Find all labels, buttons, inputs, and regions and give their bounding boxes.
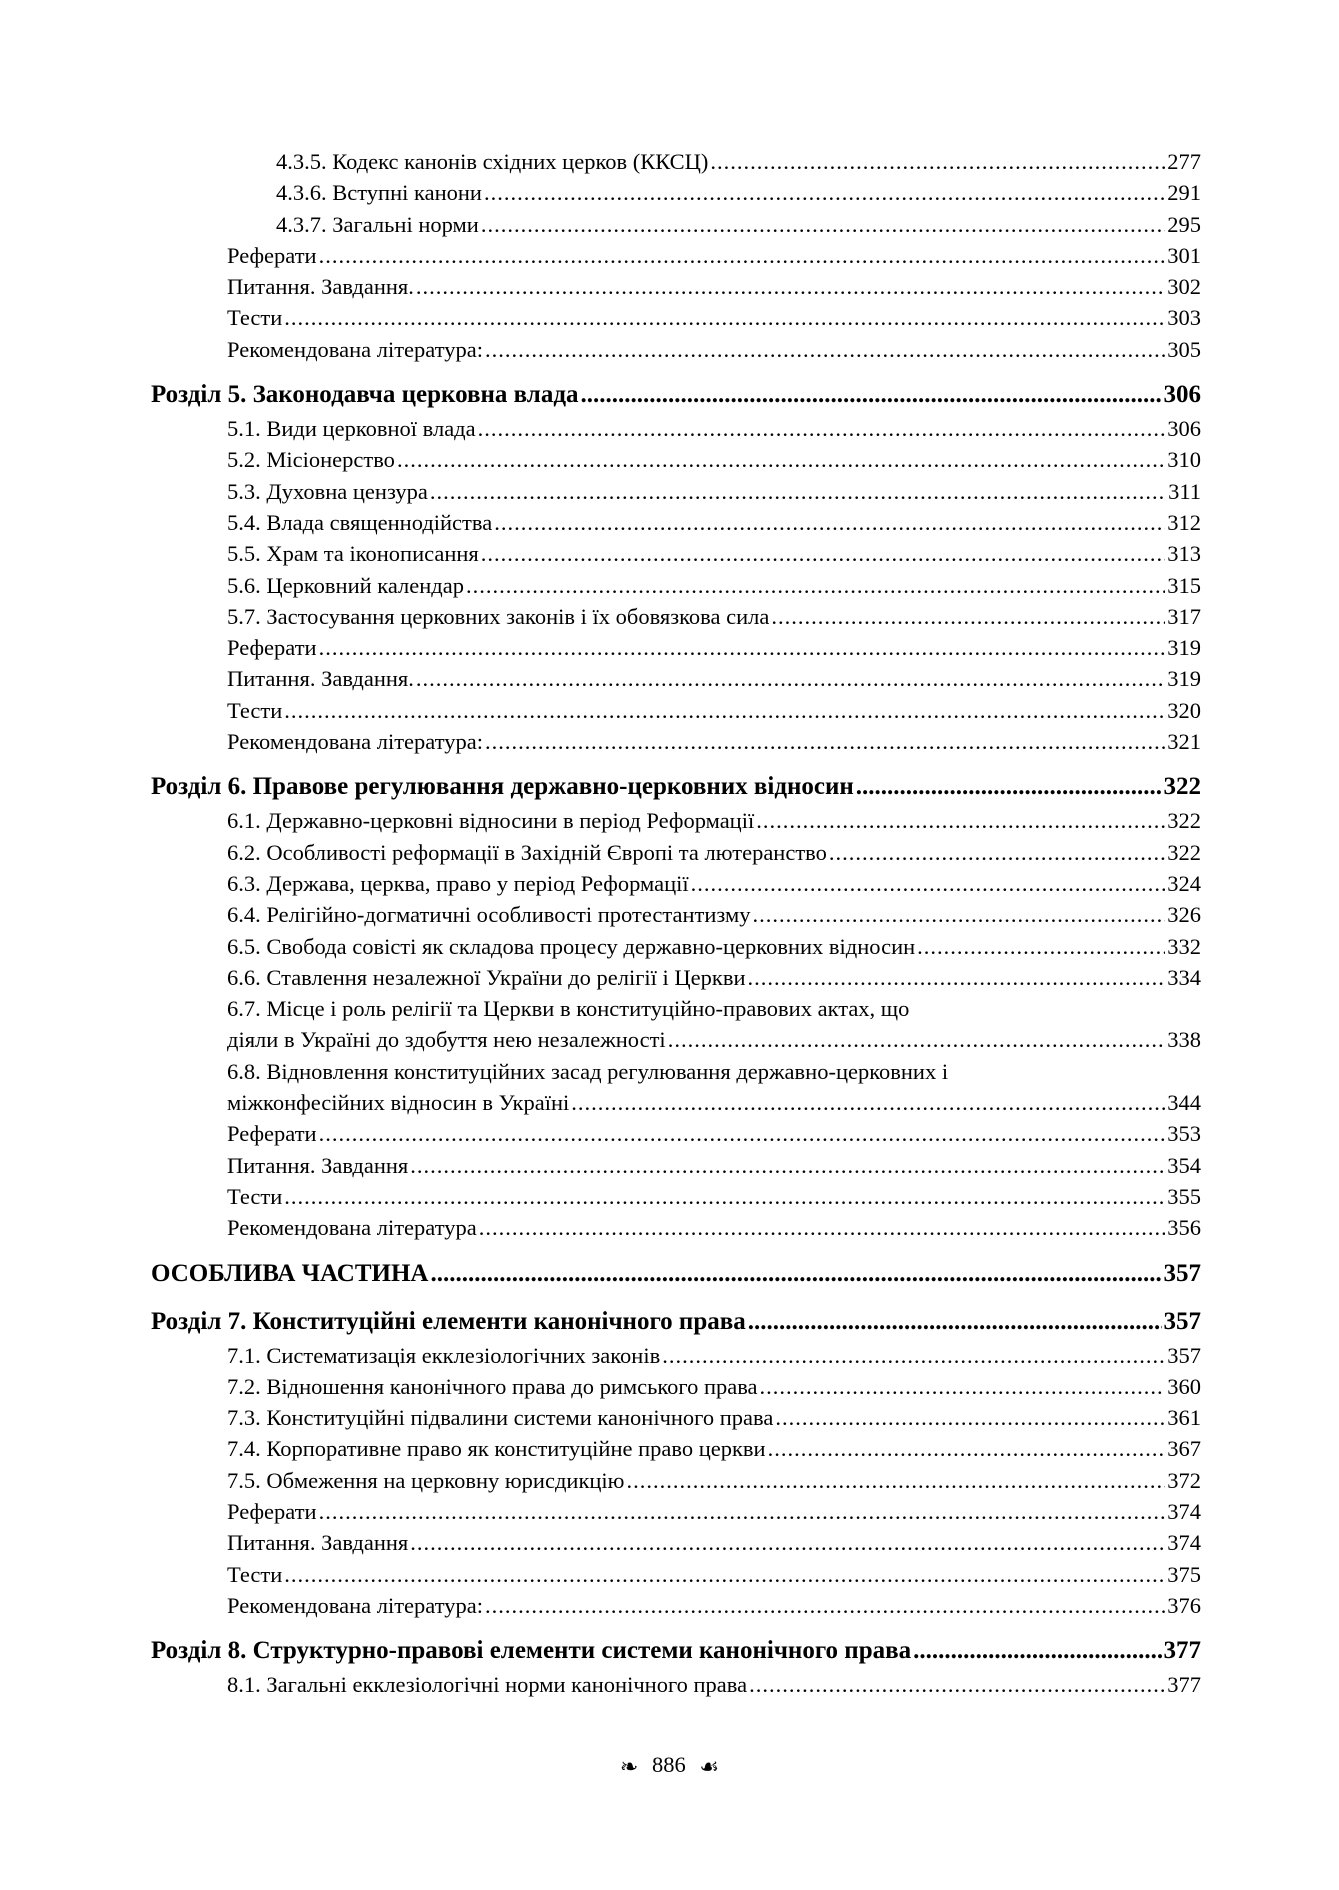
- toc-page-number: 321: [1167, 729, 1201, 755]
- toc-entry[interactable]: [151, 444, 1201, 475]
- toc-page-number: 319: [1167, 666, 1201, 692]
- toc-chapter-heading[interactable]: [151, 1304, 1201, 1340]
- page-number: 886: [651, 1752, 686, 1777]
- toc-page-number: 353: [1167, 1121, 1201, 1147]
- toc-page-number: 357: [1163, 1259, 1201, 1287]
- toc-entry-title: 6.4. Релігійно-догматичні особливості протестантизму: [227, 902, 751, 928]
- toc-entry-title: Реферати: [227, 1498, 317, 1524]
- toc-entry-title: 5.1. Види церковної влада: [227, 416, 476, 442]
- toc-page-number: 322: [1167, 839, 1201, 865]
- toc-page-number: 344: [1167, 1090, 1201, 1116]
- toc-chapter-heading[interactable]: [151, 377, 1201, 413]
- toc-page-number: 377: [1167, 1672, 1201, 1698]
- toc-entry[interactable]: [151, 209, 1201, 240]
- toc-entry-title: 5.3. Духовна цензура: [227, 478, 428, 504]
- dot-leader: [284, 695, 1165, 726]
- chapter-title: Розділ 5. Законодавча церковна влада: [151, 381, 579, 409]
- dot-leader: [771, 601, 1165, 632]
- toc-entry[interactable]: [151, 1150, 1201, 1181]
- dot-leader: [485, 334, 1165, 365]
- toc-page-number: 357: [1163, 1307, 1201, 1335]
- toc-page-number: 306: [1167, 416, 1201, 442]
- dot-leader: [319, 632, 1166, 663]
- toc-entry[interactable]: [151, 1212, 1201, 1243]
- toc-entry-title: Питання. Завдання.: [227, 274, 414, 300]
- dot-leader: [319, 240, 1166, 271]
- toc-page-number: 291: [1167, 180, 1201, 206]
- toc-entry[interactable]: [151, 726, 1201, 757]
- dot-leader: [397, 444, 1165, 475]
- dot-leader: [856, 769, 1162, 805]
- toc-page-number: 301: [1167, 242, 1201, 268]
- dot-leader: [430, 1256, 1161, 1292]
- toc-entry-first-line[interactable]: 6.8. Відновлення конституційних засад регулювання державно-церковних і: [227, 1058, 949, 1084]
- dot-leader: [481, 538, 1165, 569]
- toc-entry-title: 6.3. Держава, церква, право у період Реформації: [227, 870, 689, 896]
- toc-entry-title: 5.7. Застосування церковних законів і їх обовязкова сила: [227, 603, 770, 629]
- toc-entry[interactable]: [151, 413, 1201, 444]
- toc-entry-title: 5.2. Місіонерство: [227, 447, 395, 473]
- toc-page-number: 377: [1163, 1637, 1201, 1665]
- toc-entry-title: Питання. Завдання.: [227, 666, 414, 692]
- toc-entry[interactable]: [151, 146, 1201, 177]
- dot-leader: [484, 177, 1165, 208]
- toc-entry[interactable]: [151, 837, 1201, 868]
- dot-leader: [410, 1527, 1165, 1558]
- dot-leader: [319, 1118, 1166, 1149]
- toc-page-number: 375: [1167, 1561, 1201, 1587]
- chapter-title: Розділ 7. Конституційні елементи канонічного права: [151, 1307, 746, 1335]
- toc-page-number: 315: [1167, 572, 1201, 598]
- dot-leader: [430, 476, 1166, 507]
- toc-entry-title: Рекомендована література:: [227, 729, 483, 755]
- dot-leader: [748, 1304, 1162, 1340]
- toc-entry[interactable]: [151, 601, 1201, 632]
- toc-page-number: 317: [1167, 603, 1201, 629]
- toc-page-number: 303: [1167, 305, 1201, 331]
- toc-entry[interactable]: [151, 1559, 1201, 1590]
- toc-page-number: 295: [1167, 211, 1201, 237]
- toc-entry[interactable]: [151, 805, 1201, 836]
- toc-entry[interactable]: [151, 476, 1201, 507]
- dot-leader: [668, 1024, 1166, 1055]
- toc-page-number: 361: [1167, 1405, 1201, 1431]
- toc-entry[interactable]: [151, 1371, 1201, 1402]
- toc-entry[interactable]: [151, 1433, 1201, 1464]
- toc-entry-title: 7.2. Відношення канонічного права до римського права: [227, 1373, 758, 1399]
- dot-leader: [481, 209, 1165, 240]
- toc-entry-title: Реферати: [227, 1121, 317, 1147]
- toc-page-number: 334: [1167, 964, 1201, 990]
- toc-page-number: 376: [1167, 1592, 1201, 1618]
- toc-entry[interactable]: [151, 1087, 1201, 1118]
- toc-entry-title: Реферати: [227, 635, 317, 661]
- dot-leader: [416, 663, 1165, 694]
- toc-page-number: 306: [1163, 381, 1201, 409]
- toc-page-number: 372: [1167, 1467, 1201, 1493]
- dot-leader: [485, 726, 1165, 757]
- toc-entry-title: 6.5. Свобода совісті як складова процесу державно-церковних відносин: [227, 933, 916, 959]
- toc-entry-title: 4.3.6. Вступні канони: [276, 180, 482, 206]
- toc-entry[interactable]: [151, 695, 1201, 726]
- toc-entry[interactable]: [151, 1590, 1201, 1621]
- toc-entry[interactable]: [151, 1181, 1201, 1212]
- dot-leader: [760, 1371, 1166, 1402]
- toc-page-number: 357: [1167, 1342, 1201, 1368]
- dot-leader: [479, 1212, 1166, 1243]
- toc-entry-title: діяли в Україні до здобуття нею незалежності: [227, 1027, 666, 1053]
- toc-page-number: 324: [1167, 870, 1201, 896]
- dot-leader: [571, 1087, 1165, 1118]
- dot-leader: [756, 805, 1165, 836]
- toc-chapter-heading[interactable]: [151, 1633, 1201, 1669]
- toc-entry[interactable]: [151, 302, 1201, 333]
- toc-entry[interactable]: [151, 570, 1201, 601]
- toc-entry[interactable]: [151, 1118, 1201, 1149]
- toc-entry[interactable]: [151, 1496, 1201, 1527]
- toc-entry-title: Тести: [227, 1183, 283, 1209]
- dot-leader: [485, 1590, 1165, 1621]
- toc-page-number: 326: [1167, 902, 1201, 928]
- toc-page-number: 374: [1167, 1498, 1201, 1524]
- toc-entry-title: 4.3.5. Кодекс канонів східних церков (ККСЦ): [276, 149, 709, 174]
- toc-entry[interactable]: [151, 632, 1201, 663]
- toc-chapter-heading[interactable]: [151, 769, 1201, 805]
- dot-leader: [917, 931, 1165, 962]
- toc-entry[interactable]: [151, 1527, 1201, 1558]
- dot-leader: [627, 1465, 1166, 1496]
- toc-page-number: 313: [1167, 541, 1201, 567]
- toc-entry-title: 5.6. Церковний календар: [227, 572, 464, 598]
- toc-entry-title: 5.5. Храм та іконописання: [227, 541, 479, 567]
- toc-entry-title: Рекомендована література: [227, 1215, 477, 1241]
- toc-entry-title: 6.6. Ставлення незалежної України до релігії і Церкви: [227, 964, 746, 990]
- page-footer: [0, 1752, 1339, 1780]
- toc-page-number: 310: [1167, 447, 1201, 473]
- toc-page-number: 367: [1167, 1436, 1201, 1462]
- toc-entry[interactable]: [151, 1669, 1201, 1700]
- toc-page-number: 355: [1167, 1183, 1201, 1209]
- toc-page-number: 320: [1167, 697, 1201, 723]
- dot-leader: [775, 1402, 1165, 1433]
- toc-entry-title: 7.1. Систематизація екклезіологічних законів: [227, 1342, 661, 1368]
- dot-leader: [466, 570, 1165, 601]
- toc-entry[interactable]: [151, 177, 1201, 208]
- ornament-left-icon: ❧: [619, 1753, 639, 1779]
- part-title: ОСОБЛИВА ЧАСТИНА: [151, 1259, 429, 1287]
- toc-page-number: 322: [1167, 808, 1201, 834]
- toc-entry-title: 8.1. Загальні екклезіологічні норми канонічного права: [227, 1672, 748, 1698]
- toc-entry-title: Реферати: [227, 242, 317, 268]
- toc-entry-title: 7.5. Обмеження на церковну юрисдикцію: [227, 1467, 625, 1493]
- toc-entry[interactable]: [151, 240, 1201, 271]
- toc-entry[interactable]: [151, 899, 1201, 930]
- toc-entry[interactable]: [151, 663, 1201, 694]
- chapter-title: Розділ 8. Структурно-правові елементи системи канонічного права: [151, 1637, 912, 1665]
- toc-entry-title: Питання. Завдання: [227, 1530, 409, 1556]
- dot-leader: [319, 1496, 1166, 1527]
- toc-page-number: 311: [1168, 478, 1201, 504]
- toc-entry[interactable]: [151, 538, 1201, 569]
- toc-entry-title: міжконфесійних відносин в Україні: [227, 1090, 570, 1116]
- table-of-contents: [151, 146, 1201, 1700]
- dot-leader: [580, 377, 1161, 413]
- toc-entry-title: Рекомендована література:: [227, 1592, 483, 1618]
- dot-leader: [710, 146, 1165, 177]
- toc-entry-title: 6.2. Особливості реформації в Західній Європі та лютеранство: [227, 839, 827, 865]
- toc-page-number: 332: [1167, 933, 1201, 959]
- toc-entry-first-line[interactable]: 6.7. Місце і роль релігії та Церкви в конституційно-правових актах, що: [227, 996, 910, 1022]
- toc-entry-title: Тести: [227, 305, 283, 331]
- toc-entry[interactable]: [151, 1402, 1201, 1433]
- dot-leader: [416, 271, 1165, 302]
- dot-leader: [691, 868, 1166, 899]
- chapter-title: Розділ 6. Правове регулювання державно-церковних відносин: [151, 773, 854, 801]
- toc-page-number: 322: [1163, 773, 1201, 801]
- toc-page-number: 338: [1167, 1027, 1201, 1053]
- dot-leader: [284, 1559, 1165, 1590]
- toc-entry[interactable]: [151, 868, 1201, 899]
- toc-page-number: 374: [1167, 1530, 1201, 1556]
- dot-leader: [752, 899, 1165, 930]
- toc-entry[interactable]: [151, 1340, 1201, 1371]
- toc-page-number: 319: [1167, 635, 1201, 661]
- toc-entry-title: Тести: [227, 1561, 283, 1587]
- toc-entry-title: Рекомендована література:: [227, 336, 483, 362]
- toc-entry-title: Тести: [227, 697, 283, 723]
- toc-page-number: 356: [1167, 1215, 1201, 1241]
- toc-entry[interactable]: [151, 271, 1201, 302]
- toc-entry-title: 5.4. Влада священнодійства: [227, 509, 493, 535]
- ornament-right-icon: ☙: [699, 1753, 720, 1779]
- dot-leader: [494, 507, 1165, 538]
- toc-entry[interactable]: [151, 507, 1201, 538]
- dot-leader: [478, 413, 1166, 444]
- toc-page-number: 360: [1167, 1373, 1201, 1399]
- dot-leader: [662, 1340, 1165, 1371]
- dot-leader: [748, 962, 1166, 993]
- toc-entry-title: 4.3.7. Загальні норми: [276, 211, 479, 237]
- toc-entry-title: 7.3. Конституційні підвалини системи канонічного права: [227, 1405, 774, 1431]
- toc-part-heading[interactable]: [151, 1256, 1201, 1292]
- toc-entry-title: 7.4. Корпоративне право як конституційне право церкви: [227, 1436, 766, 1462]
- toc-page-number: 305: [1167, 336, 1201, 362]
- toc-page-number: 302: [1167, 274, 1201, 300]
- toc-page-number: 277: [1167, 149, 1201, 174]
- dot-leader: [768, 1433, 1166, 1464]
- dot-leader: [749, 1669, 1165, 1700]
- toc-entry[interactable]: [151, 931, 1201, 962]
- toc-entry[interactable]: [151, 962, 1201, 993]
- toc-entry[interactable]: [151, 1024, 1201, 1055]
- dot-leader: [410, 1150, 1165, 1181]
- toc-entry-title: 6.1. Державно-церковні відносини в період Реформації: [227, 808, 755, 834]
- toc-entry[interactable]: [151, 1465, 1201, 1496]
- toc-page-number: 354: [1167, 1152, 1201, 1178]
- dot-leader: [284, 302, 1165, 333]
- dot-leader: [829, 837, 1165, 868]
- dot-leader: [284, 1181, 1165, 1212]
- toc-entry-title: Питання. Завдання: [227, 1152, 409, 1178]
- toc-entry[interactable]: [151, 334, 1201, 365]
- dot-leader: [913, 1633, 1161, 1669]
- toc-page-number: 312: [1167, 509, 1201, 535]
